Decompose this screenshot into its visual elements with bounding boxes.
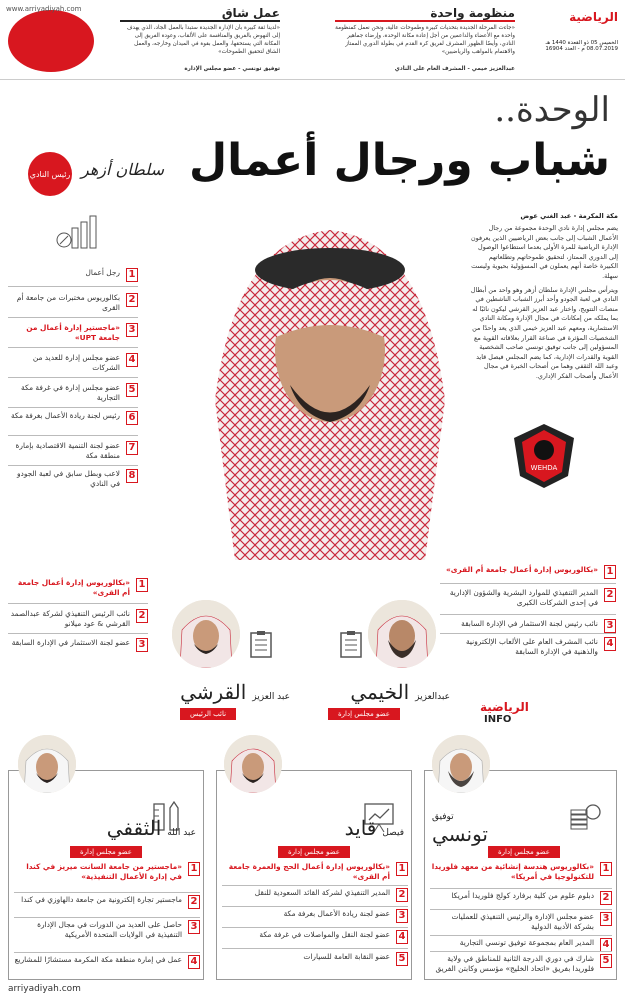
list-item: [440, 588, 616, 608]
qurashi-name: [150, 680, 290, 704]
article-paragraph: يضم مجلس إدارة نادي الوحدة مجموعة من رجال الأعمال الشباب إلى جانب بعض الرياضيين الذين يعرفون الإدارة الرياضية للمرة الأولى بعدما استطاعوا الوصول إلى الدوري الممتاز، لتحقيق طموحاتهم وتطلعاتهم الكبيرة خاصة أنهم يعملون في المسؤولية بحيوية وليست سهلة.: [470, 224, 618, 280]
list-item: [8, 469, 138, 489]
item-text: عضو لجنة ريادة الأعمال بغرفة مكة: [283, 909, 390, 918]
list-item: [14, 895, 200, 909]
article-paragraph: ويترأس مجلس الإدارة سلطان أزهر وهو واحد من أبطال النادي في لعبة الجودو وأحد أبرز الشباب الناشطين في منصات التتويج، واختار عبد العزيز القرشي ليكون نائبًا له بما يملكه من إمكانات في مجال الإدارة ومكانة النادي الاستثمارية، ومعهم عبد العزيز خيمي الذي يعد واحدًا من الشخصيات المؤثرة في صناعة القرار بعلاقاته القوية مع المسؤولين إلى جانب توفيق تونسي صاحب الشخصية القوية والقدرات الإدارية، كما يضم المجلس فيصل قايد وعبد الله الثقفي وهما من أصحاب الخبرة في مجال الأعمال وأصحاب الفكر الإداري.: [470, 285, 618, 380]
qayed-photo: [224, 735, 282, 793]
first-name: عبد الله: [167, 828, 196, 838]
item-text: «بكالوريوس هندسة إنشائية من معهد فلوريدا للتكنولوجيا في أمريكا»: [431, 862, 594, 881]
qurashi-photo: [172, 600, 240, 668]
item-text: عمل في إمارة منطقة مكة المكرمة مستشارًا للمشاريع: [14, 955, 182, 964]
list-item: [8, 293, 138, 313]
last-name: قايد: [344, 816, 377, 840]
khaimi-photo: [368, 600, 436, 668]
item-text: ماجستير تجارة إلكترونية من جامعة دالهاوزي في كندا: [21, 895, 182, 904]
divider: [8, 317, 138, 318]
item-number: 1: [126, 268, 138, 282]
item-number: 5: [126, 383, 138, 397]
clipboard-icon: [250, 630, 272, 658]
divider: [440, 583, 616, 584]
list-item: [8, 268, 138, 282]
item-text: عضو لجنة التنمية الاقتصادية بإمارة منطقة مكة: [15, 441, 120, 460]
qurashi-role: نائب الرئيس: [180, 708, 236, 720]
item-text: دبلوم علوم من كلية برفارد كولج فلوريدا أمريكا: [451, 891, 594, 900]
item-text: لاعب وبطل سابق في لعبة الجودو في النادي: [16, 469, 120, 488]
divider: [222, 906, 408, 907]
first-name: عبدالعزيز: [415, 692, 450, 702]
list-item: [14, 920, 200, 940]
president-portrait: [175, 200, 485, 560]
list-item: [430, 862, 612, 882]
item-text: نائب المشرف العام على الألعاب الإلكترونية والذهنية في الإدارة السابقة: [465, 637, 598, 656]
item-text: نائب الرئيس التنفيذي لشركة عبدالصمد القرشي & عود ميلانو: [10, 609, 130, 628]
divider: [222, 948, 408, 949]
item-number: 4: [600, 938, 612, 952]
president-signature: سلطان أزهر: [81, 160, 164, 179]
item-text: عضو مجلس إدارة في غرفة مكة التجارية: [21, 383, 120, 402]
item-text: عضو النقابة العامة للسيارات: [303, 952, 390, 961]
last-name: الخيمي: [350, 680, 410, 704]
list-item: [222, 862, 408, 882]
column-hard-work: [120, 6, 280, 72]
item-number: 2: [600, 891, 612, 905]
item-text: حاصل على العديد من الدورات في مجال الإدارة التنفيذية في الولايات المتحدة الأمريكية: [37, 920, 182, 939]
item-text: «بكالوريوس إدارة أعمال جامعة أم القرى»: [17, 578, 130, 597]
item-number: 8: [126, 469, 138, 483]
first-name: توفيق: [432, 812, 454, 822]
clipboard-icon: [340, 630, 362, 658]
column-text: «لدينا ثقة كبيرة بأن الإدارة الجديدة ستبدأ بالعمل الجاد، الذي يهدف إلى النهوض بالفريق والمنافسة على الألقاب، وعودة الفريق إلى المكانة التي يستحقها، والعمل بقوة في الميدان وخارجه، والعمل الشاق لتحقيق الطموحات»: [126, 25, 280, 55]
list-item: [8, 638, 148, 652]
divider: [8, 286, 138, 287]
last-name: القرشي: [180, 680, 247, 704]
list-item: [430, 912, 612, 932]
list-item: [430, 954, 612, 974]
divider: [14, 952, 200, 953]
column-title: عمل شاق: [120, 6, 280, 22]
divider: [8, 347, 138, 348]
item-text: «بكالوريوس إدارة أعمال الحج والعمرة جامعة أم القرى»: [228, 862, 390, 881]
item-text: «ماجستير إدارة أعمال من جامعة UPT»: [26, 323, 120, 342]
last-name: الثقفي: [106, 816, 162, 840]
item-text: «بكالوريوس إدارة أعمال جامعة أم القرى»: [445, 565, 598, 574]
al-wehda-club-logo: [508, 420, 580, 492]
item-text: المدير التنفيذي لشركة القائد السعودية للنقل: [254, 888, 390, 897]
divider: [222, 927, 408, 928]
tunisi-role: عضو مجلس إدارة: [488, 846, 560, 858]
qayed-name: [224, 816, 404, 840]
svg-text:WEHDA: WEHDA: [530, 464, 558, 472]
divider: [430, 951, 612, 952]
qayed-role: عضو مجلس إدارة: [278, 846, 350, 858]
divider: [8, 465, 138, 466]
item-text: عضو مجلس إدارة للعديد من الشركات: [32, 353, 120, 372]
item-text: رئيس لجنة ريادة الأعمال بغرفة مكة: [10, 411, 120, 420]
article-intro: [470, 212, 618, 382]
divider: [8, 435, 138, 436]
tunisi-photo: [432, 735, 490, 793]
item-number: 4: [604, 637, 616, 651]
divider: [222, 885, 408, 886]
divider: [8, 407, 138, 408]
site-url[interactable]: www.arriyadiyah.com: [6, 5, 82, 13]
list-item: [440, 619, 616, 633]
divider: [430, 909, 612, 910]
list-item: [8, 323, 138, 343]
growth-chart-icon: [50, 210, 100, 250]
list-item: [14, 955, 200, 969]
divider: [430, 935, 612, 936]
item-number: 2: [126, 293, 138, 307]
item-text: عضو لجنة الاستثمار في الإدارة السابقة: [11, 638, 130, 647]
divider: [430, 888, 612, 889]
page-header: [0, 0, 625, 80]
khaimi-name: [310, 680, 450, 704]
list-item: [440, 637, 616, 657]
item-text: المدير التنفيذي للموارد البشرية والشؤون الإدارية في إحدى الشركات الكبرى: [449, 588, 598, 607]
item-text: شارك في دوري الدرجة الثانية للمناطق في ولاية فلوريدا بفريق «اتحاد الخليج» مؤسس وكابتن الفريق: [435, 954, 594, 973]
item-number: 1: [188, 862, 200, 876]
page-title: شباب ورجال أعمال: [188, 135, 610, 186]
list-item: [8, 353, 138, 373]
first-name: عبد العزيز: [252, 692, 290, 702]
item-number: 1: [600, 862, 612, 876]
newspaper-logo: الرياضية: [569, 10, 618, 24]
footer-url[interactable]: arriyadiyah.com: [8, 984, 81, 994]
list-item: [14, 862, 200, 882]
title-line1: الوحدة..: [494, 90, 610, 130]
list-item: [8, 411, 138, 425]
khaimi-role: عضو مجلس إدارة: [328, 708, 400, 720]
item-number: 2: [188, 895, 200, 909]
item-number: 5: [396, 952, 408, 966]
divider: [8, 633, 148, 634]
list-item: [8, 609, 148, 629]
thaqafi-role: عضو مجلس إدارة: [70, 846, 142, 858]
item-number: 7: [126, 441, 138, 455]
item-number: 5: [600, 954, 612, 968]
last-name: تونسي: [432, 822, 488, 846]
thaqafi-name: [16, 816, 196, 840]
column-title: منظومة واحدة: [335, 6, 515, 22]
item-number: 3: [604, 619, 616, 633]
divider: [8, 603, 148, 604]
saudi-map-logo: [8, 10, 94, 72]
info-logo-newspaper: الرياضية: [480, 700, 529, 714]
item-number: 1: [604, 565, 616, 579]
divider: [440, 633, 616, 634]
list-item: [222, 930, 408, 944]
list-item: [222, 952, 408, 966]
item-number: 2: [136, 609, 148, 623]
divider: [440, 614, 616, 615]
list-item: [8, 578, 148, 598]
divider: [14, 892, 200, 893]
item-number: 3: [188, 920, 200, 934]
list-item: [222, 909, 408, 923]
president-badge: رئيس النادي: [28, 152, 72, 196]
column-signature: عبدالعزيز خيمي - المشرف العام على النادي: [394, 66, 515, 72]
item-number: 6: [126, 411, 138, 425]
list-item: [8, 441, 138, 461]
thaqafi-photo: [18, 735, 76, 793]
column-signature: توفيق تونسي - عضو مجلس الإدارة: [184, 66, 280, 72]
first-name: فيصل: [382, 828, 404, 838]
item-number: 3: [600, 912, 612, 926]
info-logo: INFO: [484, 714, 512, 725]
item-number: 4: [126, 353, 138, 367]
item-number: 4: [396, 930, 408, 944]
item-number: 1: [136, 578, 148, 592]
item-text: عضو لجنة النقل والمواصلات في غرفة مكة: [259, 930, 390, 939]
item-text: رجل أعمال: [85, 268, 120, 277]
item-number: 3: [396, 909, 408, 923]
item-number: 3: [126, 323, 138, 337]
item-text: «ماجستير من جامعة السانت ميريز في كندا في إدارة الأعمال التنفيذية»: [26, 862, 182, 881]
item-text: نائب رئيس لجنة الاستثمار في الإدارة السابقة: [461, 619, 598, 628]
item-text: عضو مجلس الإدارة والرئيس التنفيذي للعمليات بشركة الأدبية الدولية: [451, 912, 594, 931]
list-item: [430, 891, 612, 905]
issue-number: 08.07.2019 م - العدد 16904: [545, 46, 618, 52]
item-text: بكالوريوس مختبرات من جامعة أم القرى: [16, 293, 120, 312]
newspaper-masthead: [532, 10, 618, 52]
list-item: [430, 938, 612, 952]
item-number: 1: [396, 862, 408, 876]
list-item: [8, 383, 138, 403]
item-number: 3: [136, 638, 148, 652]
item-number: 2: [396, 888, 408, 902]
list-item: [440, 565, 616, 579]
byline: مكة المكرمة - عبد الغني عوض: [520, 212, 618, 220]
column-text: «جاءت المرحلة الجديدة بتحديات كبيرة وطموحات عالية، ونحن نعمل كمنظومة واحدة مع الأعضاء والداعمين من أجل إعادة مكانة الوحدة، وإرضاء جماهير النادي، وأيضًا الظهور المشرف لفريق كرة القدم في بطولة الدوري الممتاز والاهتمام بالمواهب والرياضيين»: [335, 25, 515, 55]
column-one-system: [335, 6, 515, 72]
item-number: 2: [604, 588, 616, 602]
divider: [14, 917, 200, 918]
item-text: المدير العام بمجموعة توفيق تونسي التجارية: [459, 938, 594, 947]
issue-date: الخميس 05 ذو القعدة 1440 هـ: [545, 40, 618, 46]
list-item: [222, 888, 408, 902]
divider: [8, 377, 138, 378]
tunisi-name: [432, 812, 612, 846]
item-number: 4: [188, 955, 200, 969]
